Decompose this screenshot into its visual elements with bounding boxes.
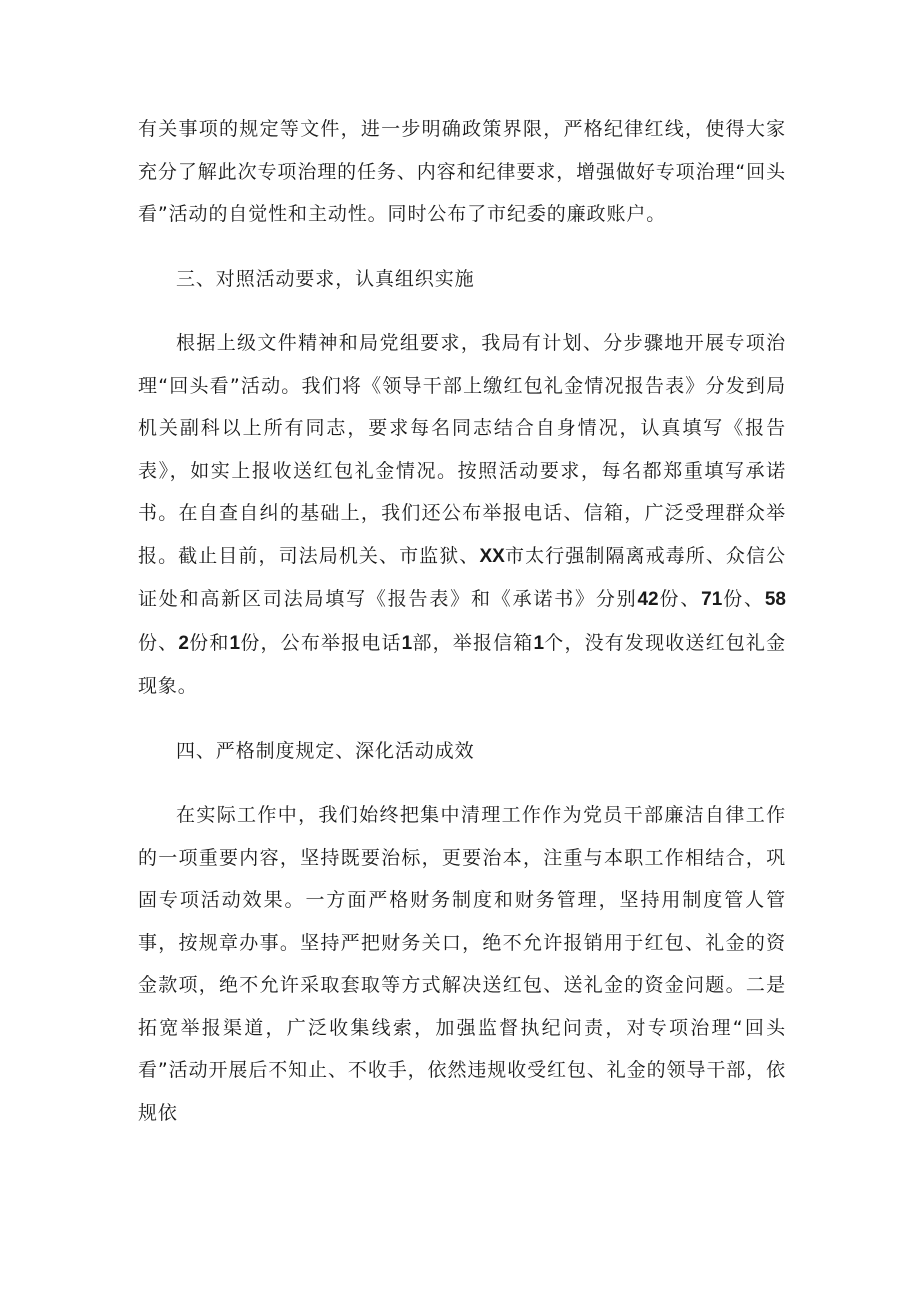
inline-number: XX	[479, 545, 505, 567]
paragraph-system-rules: 在实际工作中，我们始终把集中清理工作作为党员干部廉洁自律工作的一项重要内容，坚持既要治标，更要治本，注重与本职工作相结合，巩固专项活动效果。一方面严格财务制度和财务管理，坚持用制度管人管事，按规章办事。坚持严把财务关口，绝不允许报销用于红包、礼金的资金款项，绝不允许采取套取等方式解决送红包、送礼金的资金问题。二是拓宽举报渠道，广泛收集线索，加强监督执纪问责，对专项治理“回头看”活动开展后不知止、不收手，依然违规收受红包、礼金的领导干部，依规依	[138, 804, 786, 1124]
section-heading-3: 三、对照活动要求，认真组织实施	[176, 267, 475, 290]
paragraph-implementation: 根据上级文件精神和局党组要求，我局有计划、分步骤地开展专项治理“回头看”活动。我们将《领导干部上缴红包礼金情况报告表》分发到局机关副科以上所有同志，要求每名同志结合自身情况，认真填写《报告表》，如实上报收送红包礼金情况。按照活动要求，每名都郑重填写承诺书。在自查自纠的基础上，我们还公布举报电话、信箱，广泛受理群众举报。截止目前，司法局机关、市监狱、XX市太行强制隔离戒毒所、众信公证处和高新区司法局填写《报告表》和《承诺书》分别42份、71份、58份、2份和1份，公布举报电话1部，举报信箱1个，没有发现收送红包礼金现象。	[138, 332, 786, 697]
inline-number: 1	[533, 632, 545, 654]
section-heading-4: 四、严格制度规定、深化活动成效	[176, 739, 475, 762]
paragraph-continuation: 有关事项的规定等文件，进一步明确政策界限，严格纪律红线，使得大家充分了解此次专项治理的任务、内容和纪律要求，增强做好专项治理“回头看”活动的自觉性和主动性。同时公布了市纪委的廉政账户。	[138, 118, 786, 225]
inline-number: 42	[637, 589, 659, 610]
inline-number: 58	[764, 589, 786, 610]
inline-number: 2	[178, 632, 189, 654]
inline-number: 1	[401, 632, 413, 654]
inline-number: 71	[701, 589, 723, 610]
inline-number: 1	[229, 632, 241, 654]
document-body	[138, 108, 786, 1134]
